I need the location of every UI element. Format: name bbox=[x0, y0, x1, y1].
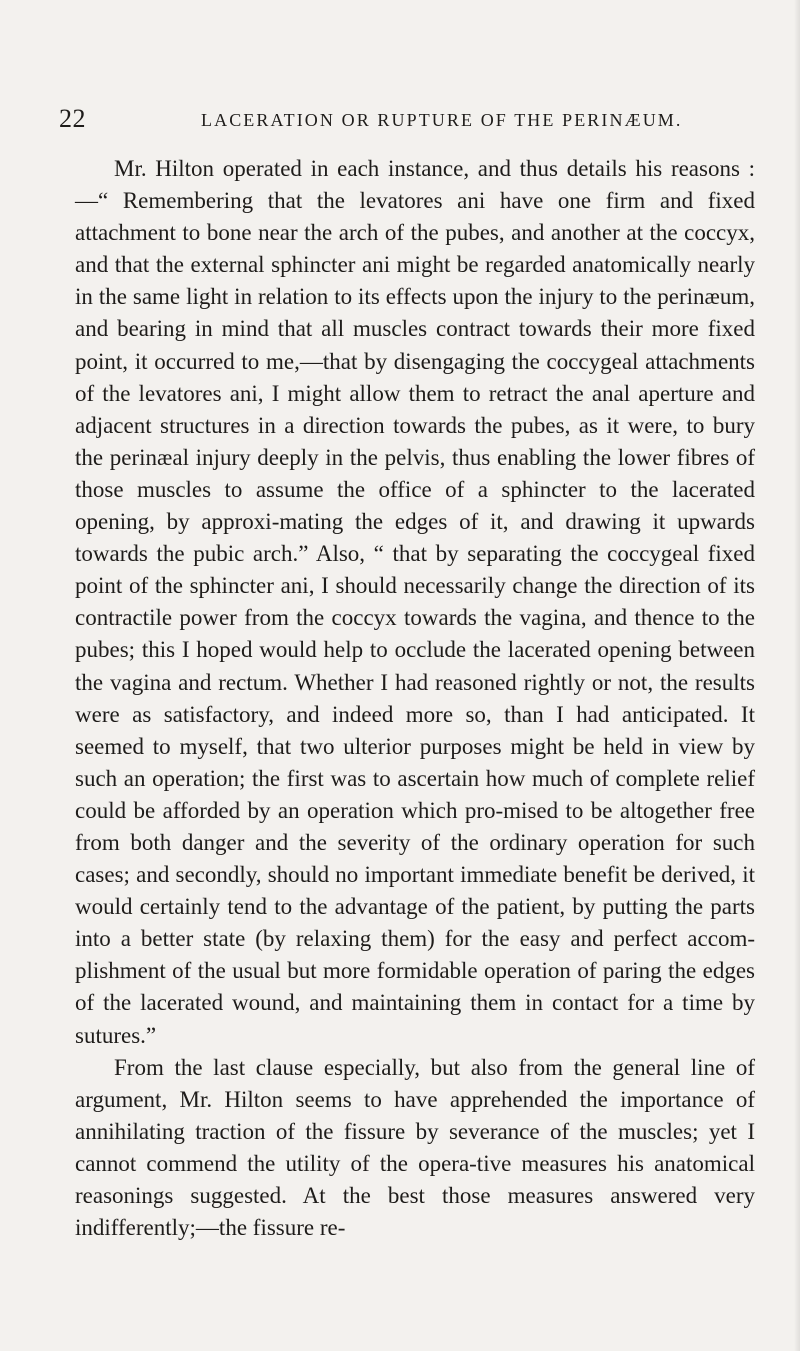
page-edge-shadow bbox=[794, 0, 800, 1351]
body-text bbox=[75, 153, 755, 1244]
page-header bbox=[59, 104, 759, 144]
paragraph: From the last clause especially, but also from the general line of argument, Mr. Hilton seems to have apprehended the importance of annihilating traction of the fissure by severance of the muscles; yet I cannot commend the utility of the opera-tive measures his anatomical reasonings suggested. At the best those measures answered very indifferently;—the fissure re- bbox=[75, 1054, 755, 1241]
page-number: 22 bbox=[59, 104, 86, 133]
paragraph: Mr. Hilton operated in each instance, and thus details his reasons :—“ Remembering that the levatores ani have one firm and fixed attachment to bone near the arch of the pubes, and another at the coccyx, and that the external sphincter ani might be regarded anatomically nearly in the same light in relation to its effects upon the injury to the perinæum, and bearing in mind that all muscles contract towards their more fixed point, it occurred to me,—that by disengaging the coccygeal attachments of the levatores ani, I might allow them to retract the anal aperture and adjacent structures in a direction towards the pubes, as it were, to bury the perinæal injury deeply in the pelvis, thus enabling the lower fibres of those muscles to assume the office of a sphincter to the lacerated opening, by approxi-mating the edges of it, and drawing it upwards towards the pubic arch.” Also, “ that by separating the coccygeal fixed point of the sphincter ani, I should necessarily change the direction of its contractile power from the coccyx towards the vagina, and thence to the pubes; this I hoped would help to occlude the lacerated opening between the vagina and rectum. Whether I had reasoned rightly or not, the results were as satisfactory, and indeed more so, than I had anticipated. It seemed to myself, that two ulterior purposes might be held in view by such an operation; the first was to ascertain how much of complete relief could be afforded by an operation which pro-mised to be altogether free from both danger and the severity of the ordinary operation for such cases; and secondly, should no important immediate benefit be derived, it would certainly tend to the advantage of the patient, by putting the parts into a better state (by relaxing them) for the easy and perfect accom-plishment of the usual but more formidable operation of paring the edges of the lacerated wound, and maintaining them in contact for a time by sutures.” bbox=[75, 156, 755, 1048]
running-head: LACERATION OR RUPTURE OF THE PERINÆUM. bbox=[201, 110, 683, 130]
